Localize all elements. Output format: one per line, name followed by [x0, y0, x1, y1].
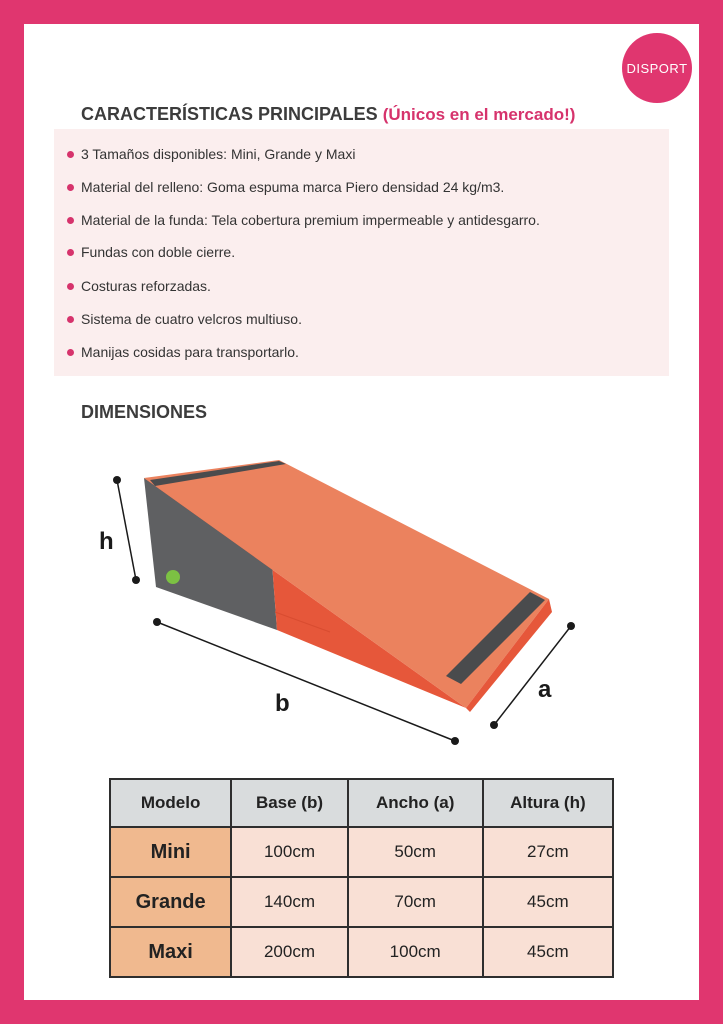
- dim-h-bottom-dot: [132, 576, 140, 584]
- header-modelo: Modelo: [110, 779, 231, 827]
- cell-model: Maxi: [110, 927, 231, 977]
- feature-text: Material del relleno: Goma espuma marca Piero densidad 24 kg/m3.: [81, 179, 505, 195]
- table-row: [110, 827, 613, 877]
- features-title: CARACTERÍSTICAS PRINCIPALES: [81, 104, 378, 124]
- cell-model: Grande: [110, 877, 231, 927]
- cell-base: 200cm: [231, 927, 347, 977]
- cell-altura: 45cm: [483, 927, 613, 977]
- label-h: h: [99, 528, 114, 555]
- dim-h-top-dot: [113, 476, 121, 484]
- label-b: b: [275, 690, 290, 717]
- cell-base: 100cm: [231, 827, 347, 877]
- dim-b-end-dot: [451, 737, 459, 745]
- header-ancho: Ancho (a): [348, 779, 483, 827]
- feature-text: Material de la funda: Tela cobertura premium impermeable y antidesgarro.: [81, 212, 540, 228]
- logo-text: DISPORT: [626, 60, 688, 76]
- table-row: [110, 877, 613, 927]
- cell-altura: 27cm: [483, 827, 613, 877]
- label-a: a: [538, 676, 552, 703]
- header-altura: Altura (h): [483, 779, 613, 827]
- table-header-row: [110, 779, 613, 827]
- dim-a-start-dot: [567, 622, 575, 630]
- dim-b-start-dot: [153, 618, 161, 626]
- cell-model: Mini: [110, 827, 231, 877]
- velcro-icon: [166, 570, 180, 584]
- feature-text: Sistema de cuatro velcros multiuso.: [81, 311, 302, 327]
- cell-altura: 45cm: [483, 877, 613, 927]
- dimensions-table: [109, 778, 614, 978]
- cell-ancho: 70cm: [348, 877, 483, 927]
- feature-text: Manijas cosidas para transportarlo.: [81, 344, 299, 360]
- cell-ancho: 50cm: [348, 827, 483, 877]
- header-base: Base (b): [231, 779, 347, 827]
- dim-a-end-dot: [490, 721, 498, 729]
- feature-text: Fundas con doble cierre.: [81, 244, 236, 260]
- cell-base: 140cm: [231, 877, 347, 927]
- dimensions-heading: DIMENSIONES: [81, 402, 208, 422]
- feature-text: 3 Tamaños disponibles: Mini, Grande y Maxi: [81, 146, 356, 162]
- dim-line-h: [117, 480, 136, 580]
- cell-ancho: 100cm: [348, 927, 483, 977]
- features-title-accent: (Únicos en el mercado!): [382, 105, 576, 124]
- table-row: [110, 927, 613, 977]
- feature-text: Costuras reforzadas.: [81, 278, 211, 294]
